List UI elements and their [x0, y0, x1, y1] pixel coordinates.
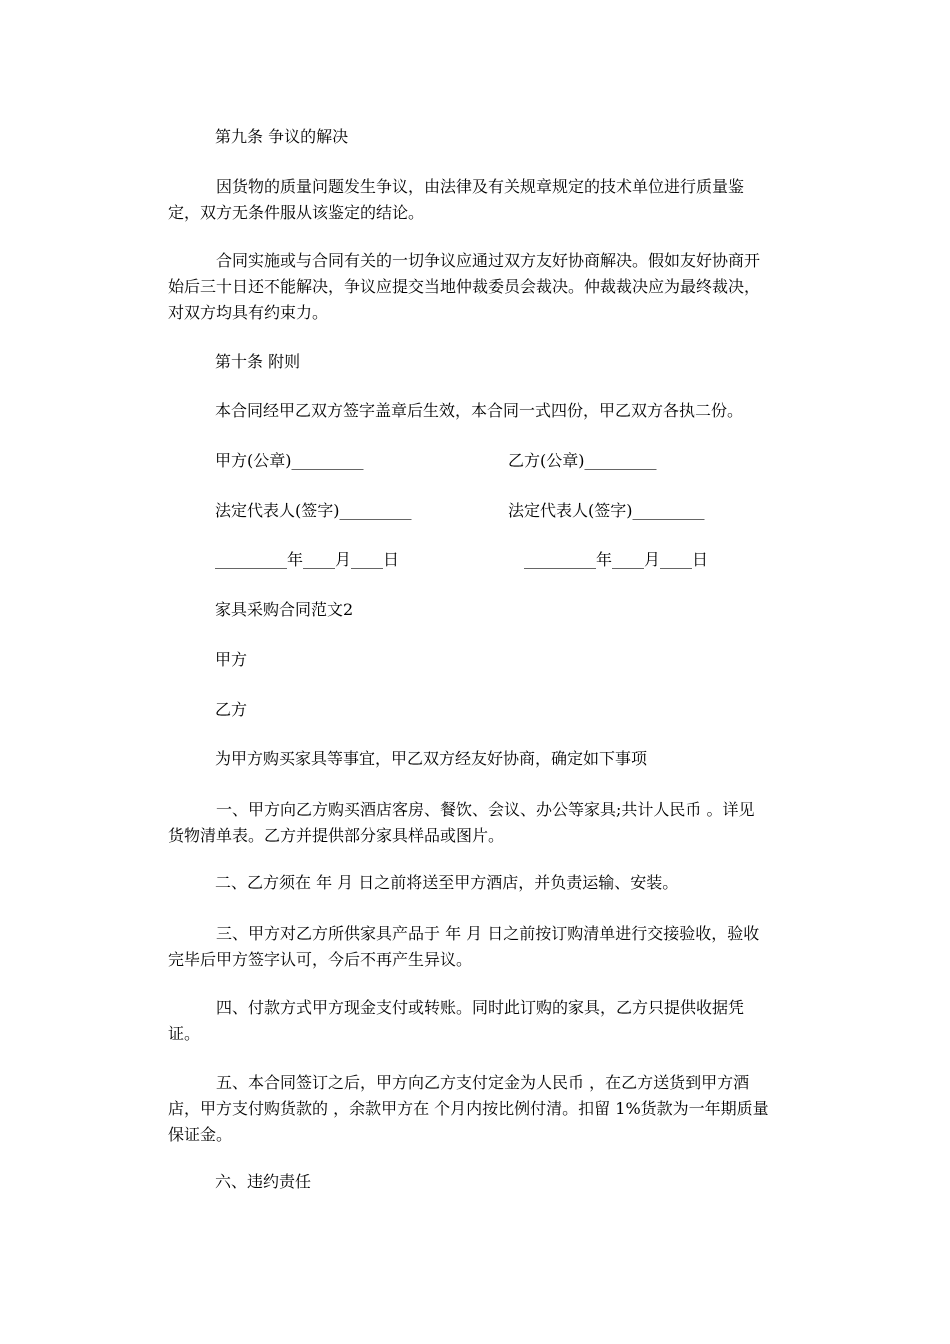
- party-b-label: 乙方: [215, 700, 248, 719]
- item-2: 二、乙方须在 年 月 日之前将送至甲方酒店，并负责运输、安装。: [215, 873, 679, 892]
- party-b-representative: 法定代表人(签字)_________: [508, 501, 705, 520]
- party-b-date: _________年____月____日: [524, 550, 709, 569]
- sample2-title: 家具采购合同范文2: [215, 600, 354, 619]
- party-b-seal: 乙方(公章)_________: [508, 451, 657, 470]
- intro-text: 为甲方购买家具等事宜，甲乙双方经友好协商，确定如下事项: [215, 749, 648, 768]
- party-a-label: 甲方: [215, 650, 248, 669]
- article9-title: 第九条 争议的解决: [215, 127, 349, 146]
- article9-paragraph-2: 合同实施或与合同有关的一切争议应通过双方友好协商解决。假如友好协商开始后三十日还不能解决，争议应提交当地仲裁委员会裁决。仲裁裁决应为最终裁决，对双方均具有约束力。: [168, 251, 761, 322]
- article10-title: 第十条 附则: [215, 352, 301, 371]
- item-6: 六、违约责任: [215, 1172, 312, 1191]
- party-a-representative: 法定代表人(签字)_________: [215, 501, 412, 520]
- item-3: 三、甲方对乙方所供家具产品于 年 月 日之前按订购清单进行交接验收，验收完毕后甲方签字认可，今后不再产生异议。: [168, 924, 760, 969]
- article9-paragraph-1: 因货物的质量问题发生争议，由法律及有关规章规定的技术单位进行质量鉴定，双方无条件服从该鉴定的结论。: [168, 177, 745, 222]
- party-a-seal: 甲方(公章)_________: [215, 451, 364, 470]
- party-a-date: _________年____月____日: [215, 550, 400, 569]
- item-5: 五、本合同签订之后，甲方向乙方支付定金为人民币 ，在乙方送货到甲方酒店，甲方支付购货款的 ，余款甲方在 个月内按比例付清。扣留 1%货款为一年期质量保证金。: [168, 1073, 769, 1144]
- item-1: 一、甲方向乙方购买酒店客房、餐饮、会议、办公等家具;共计人民币 。详见货物清单表。乙方并提供部分家具样品或图片。: [168, 800, 755, 845]
- article10-paragraph: 本合同经甲乙双方签字盖章后生效，本合同一式四份，甲乙双方各执二份。: [215, 401, 744, 420]
- item-4: 四、付款方式甲方现金支付或转账。同时此订购的家具，乙方只提供收据凭证。: [168, 998, 745, 1043]
